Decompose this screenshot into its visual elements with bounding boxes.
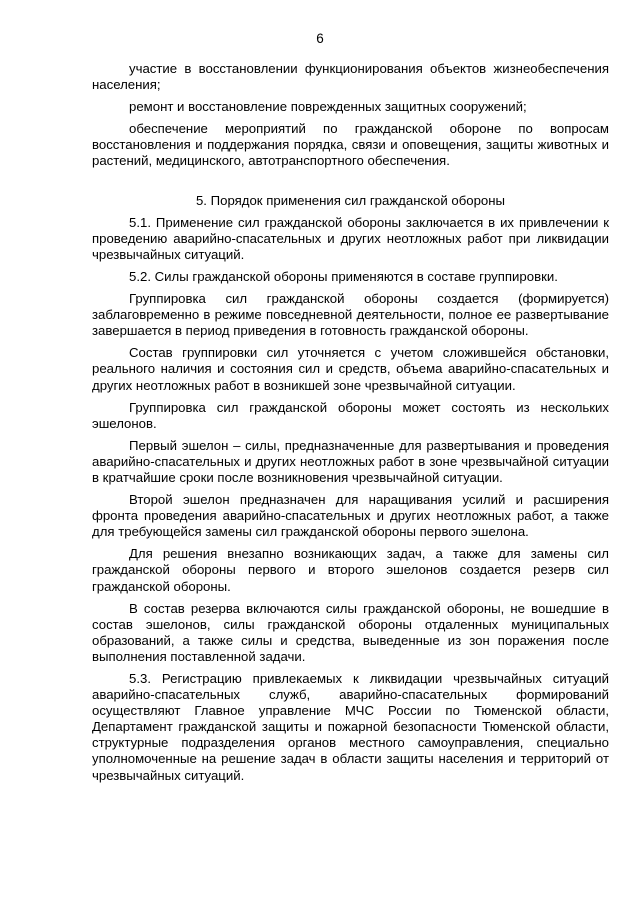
paragraph-second-echelon: Второй эшелон предназначен для наращивания усилий и расширения фронта проведения аварийно-спасательных и других неотложных работ, а также для требующейся замены сил гражданской обороны первого эшелона. <box>92 492 609 540</box>
paragraph-5-1: 5.1. Применение сил гражданской обороны заключается в их привлечении к проведению аварийно-спасательных и других неотложных работ при ликвидации чрезвычайных ситуаций. <box>92 214 609 262</box>
section-spacer <box>92 176 609 193</box>
page-number: 6 <box>316 31 324 46</box>
paragraph-reserve: Для решения внезапно возникающих задач, а также для замены сил гражданской обороны первого и второго эшелонов создается резерв сил гражданской обороны. <box>92 546 609 594</box>
paragraph-lead-3: обеспечение мероприятий по гражданской обороне по вопросам восстановления и поддержания порядка, связи и оповещения, защиты животных и растений, медицинского, автотранспортного обеспечения. <box>92 121 609 169</box>
paragraph-5-2: 5.2. Силы гражданской обороны применяются в составе группировки. <box>129 268 558 284</box>
paragraph-echelons: Группировка сил гражданской обороны может состоять из нескольких эшелонов. <box>92 399 609 431</box>
paragraph-lead-1: участие в восстановлении функционирования объектов жизнеобеспечения населения; <box>92 61 609 93</box>
paragraph-lead-2: ремонт и восстановление поврежденных защитных сооружений; <box>129 99 527 115</box>
paragraph-first-echelon: Первый эшелон – силы, предназначенные для развертывания и проведения аварийно-спасательных и других неотложных работ в зоне чрезвычайной ситуации в кратчайшие сроки после возникновения чрезвычайной ситуации. <box>92 437 609 485</box>
paragraph-5-3: 5.3. Регистрацию привлекаемых к ликвидации чрезвычайных ситуаций аварийно-спасательных служб, аварийно-спасательных формирований осуществляют Главное управление МЧС России по Тюменской области, Департамент гражданской защиты и пожарной безопасности Тюменской области, структурные подразделения органов местного самоуправления, специально уполномоченные на решение задач в области защиты населения и территорий от чрезвычайных ситуаций. <box>92 671 609 783</box>
section-heading: 5. Порядок применения сил гражданской обороны <box>195 192 506 208</box>
paragraph-grouping-formation: Группировка сил гражданской обороны создается (формируется) заблаговременно в режиме повседневной деятельности, полное ее развертывание завершается в период приведения в готовность гражданской обороны. <box>92 291 609 339</box>
paragraph-grouping-composition: Состав группировки сил уточняется с учетом сложившейся обстановки, реального наличия и состояния сил и средств, объема аварийно-спасательных и других неотложных работ в возникшей зоне чрезвычайной ситуации. <box>92 345 609 393</box>
document-body <box>92 61 609 790</box>
paragraph-reserve-composition: В состав резерва включаются силы гражданской обороны, не вошедшие в состав эшелонов, силы гражданской обороны отдаленных муниципальных образований, а также силы и средства, выведенные из зон поражения после выполнения поставленной задачи. <box>92 600 609 664</box>
